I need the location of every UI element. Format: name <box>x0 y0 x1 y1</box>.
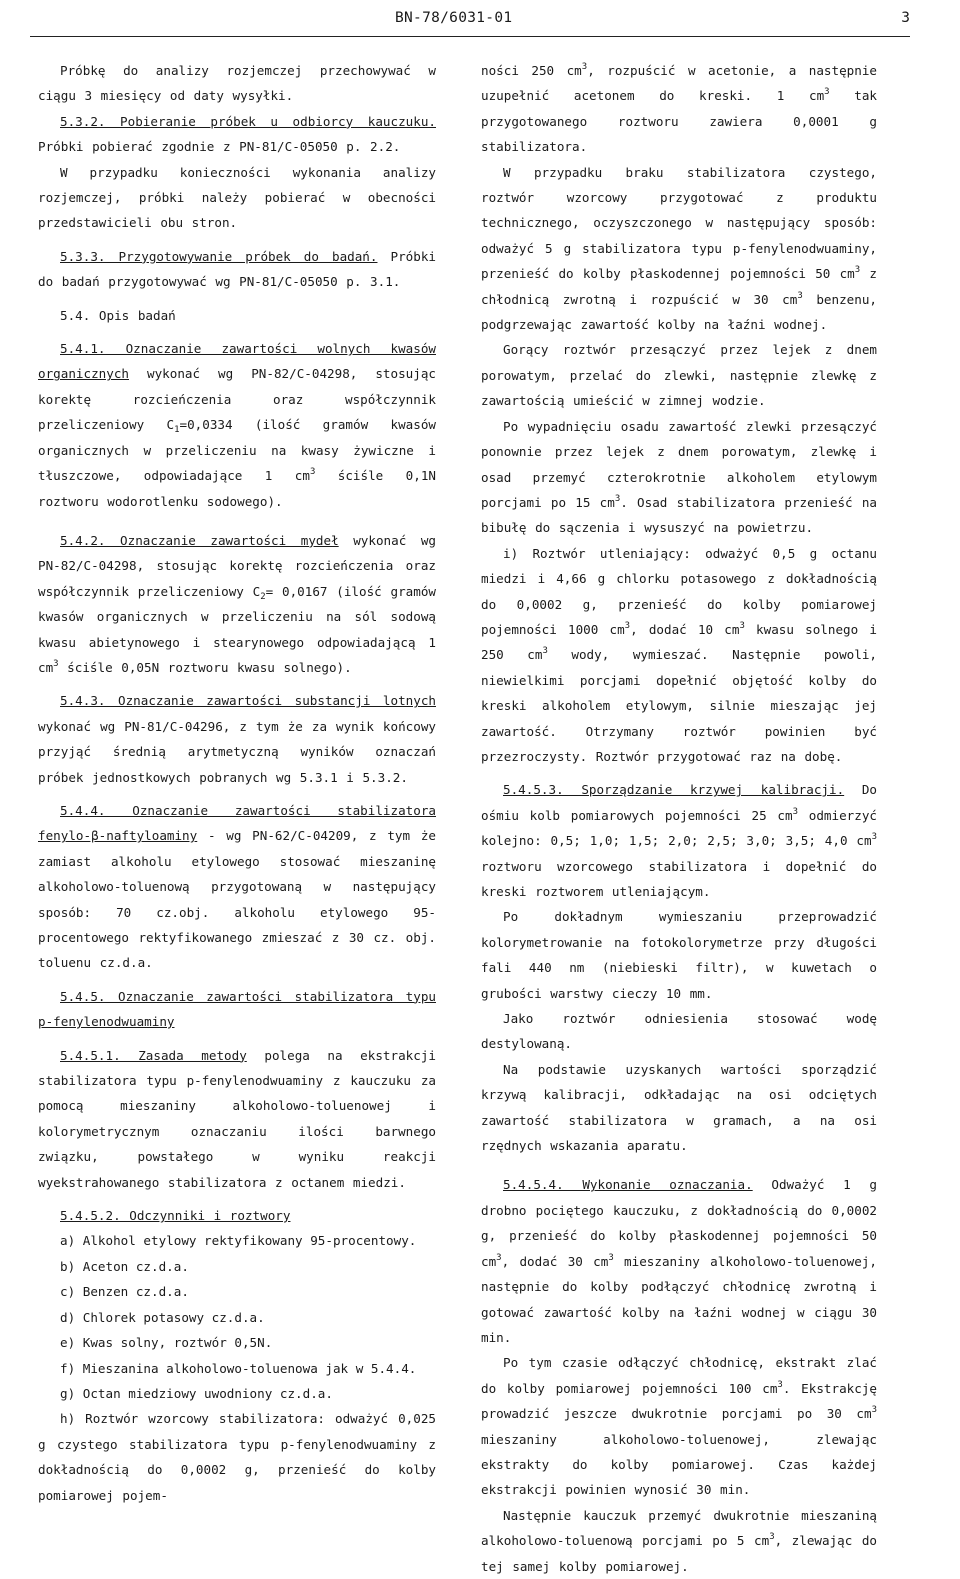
paragraph: 5.4.3. Oznaczanie zawartości substancji lotnych wykonać wg PN-81/C-04296, z tym że za wynik końcowy przyjąć średnią arytmetyczną wyników oznaczań próbek jednostkowych pobranych wg 5.3.1 i 5.3.2. <box>38 693 436 785</box>
list-item: h) Roztwór wzorcowy stabilizatora: odważyć 0,025 g czystego stabilizatora typu p-fenylenodwuaminy z dokładnością do 0,0002 g, przenieść do kolby pomiarowej pojem- <box>38 1411 436 1503</box>
paragraph: Na podstawie uzyskanych wartości sporządzić krzywą kalibracji, odkładając na osi odciętych zawartość stabilizatora w gramach, a na osi rzędnych wskazania aparatu. <box>481 1061 877 1154</box>
right-column <box>481 58 877 1579</box>
section-heading: 5.4.1. Oznaczanie zawartości wolnych kwasów organicznych <box>38 341 436 382</box>
page-number: 3 <box>901 10 910 26</box>
paragraph: Następnie kauczuk przemyć dwukrotnie mieszaniną alkoholowo-toluenową porcjami po 5 $cm^3$, zlewając do tej samej kolby pomiarowej. <box>481 1507 877 1574</box>
paragraph: 5.3.2. Pobieranie próbek u odbiorcy kauczuku. Próbki pobierać zgodnie z PN-81/C-05050 p. 2.2. <box>38 113 436 155</box>
list-item: c) Benzen cz.d.a. <box>60 1284 189 1300</box>
section-heading: 5.4.3. Oznaczanie zawartości substancji lotnych <box>60 693 436 709</box>
section-heading: 5.3.2. Pobieranie próbek u odbiorcy kauczuku. <box>60 113 436 129</box>
section-heading: 5.4.4. Oznaczanie zawartości stabilizatora fenylo-β-naftyloaminy <box>38 802 436 844</box>
paragraph: 5.4.1. Oznaczanie zawartości wolnych kwasów organicznych wykonać wg PN-82/C-04298, stosując korektę rozcieńczenia oraz współczynnik przeliczeniowy $C_1=0,0334$ (ilość gramów kwasów organicznych w przeliczeniu na kwasy żywiczne i tłuszczowe, odpowiadające 1 $cm^3$ ściśle 0,1N roztworu wodorotlenku sodowego). <box>38 341 436 509</box>
list-item: f) Mieszanina alkoholowo-toluenowa jak w 5.4.4. <box>60 1360 417 1376</box>
section-heading: 5.4.5.1. Zasada metody <box>60 1047 247 1063</box>
paragraph: 5.4.5.3. Sporządzanie krzywej kalibracji. Do ośmiu kolb pomiarowych pojemności 25 $cm^3$ odmierzyć kolejno: 0,5; 1,0; 1,5; 2,0; 2,5; 3,0; 3,5; 4,0 $cm^3$ roztworu wzorcowego stabilizatora i dopełnić do kreski roztworem utleniającym. <box>481 782 877 899</box>
paragraph: 5.4.4. Oznaczanie zawartości stabilizatora fenylo-β-naftyloaminy - wg PN-62/C-04209, z tym że zamiast alkoholu etylowego stosować mieszaninę alkoholowo-toluenową przygotowaną w następujący sposób: 70 cz.obj. alkoholu etylowego 95-procentowego rektyfikowanego zmieszać z 30 cz. obj. toluenu cz.d.a. <box>38 802 436 971</box>
section-heading: 5.4. Opis badań <box>60 307 176 323</box>
paragraph: ności 250 $cm^3$, rozpuścić w acetonie, a następnie uzupełnić acetonem do kreski. 1 $cm^3$ tak przygotowanego roztworu zawiera 0,0001 g stabilizatora. <box>481 62 877 155</box>
section-heading: 5.4.5. Oznaczanie zawartości stabilizatora typu p-fenylenodwuaminy <box>38 988 436 1030</box>
paragraph: Po wypadnięciu osadu zawartość zlewki przesączyć ponownie przez lejek z dnem porowatym, zlewkę i osad przemyć czterokrotnie alkoholem etylowym porcjami po 15 $cm^3$. Osad stabilizatora przenieść na bibułę do sączenia i wysuszyć na powietrzu. <box>481 418 877 536</box>
page-header <box>30 10 910 32</box>
document-code: BN-78/6031-01 <box>395 10 513 26</box>
list-item: a) Alkohol etylowy rektyfikowany 95-procentowy. <box>60 1233 417 1249</box>
paragraph: Próbkę do analizy rozjemczej przechowywać w ciągu 3 miesięcy od daty wysyłki. <box>38 63 436 104</box>
section-heading: 5.4.5.3. Sporządzanie krzywej kalibracji. <box>503 782 845 798</box>
paragraph: W przypadku konieczności wykonania analizy rozjemczej, próbki należy pobierać w obecności przedstawicieli obu stron. <box>38 164 436 231</box>
list-item: d) Chlorek potasowy cz.d.a. <box>60 1309 265 1325</box>
section-heading: 5.4.2. Oznaczanie zawartości mydeł <box>60 532 339 548</box>
paragraph: Po tym czasie odłączyć chłodnicę, ekstrakt zlać do kolby pomiarowej pojemności 100 $cm^3$. Ekstrakcję prowadzić jeszcze dwukrotnie porcjami po 30 $cm^3$ mieszaniny alkoholowo-toluenowej, zlewając ekstrakty do kolby pomiarowej. Czas każdej ekstrakcji powinien wynosić 30 min. <box>481 1355 877 1498</box>
paragraph: Po dokładnym wymieszaniu przeprowadzić kolorymetrowanie na fotokolorymetrze przy długości fali 440 nm (niebieski filtr), w kuwetach o grubości warstwy cieczy 10 mm. <box>481 909 877 1001</box>
section-heading: 5.4.5.2. Odczynniki i roztwory <box>60 1208 291 1224</box>
list-item: i) Roztwór utleniający: odważyć 0,5 g octanu miedzi i 4,66 g chlorku potasowego z dokładnością do 0,0002 g, przenieść do kolby pomiarowej pojemności 1000 $cm^3$, dodać 10 $cm^3$ kwasu solnego i 250 $cm^3$ wody, wymieszać. Następnie powoli, niewielkimi porcjami dopełnić objętość kolby do kreski alkoholem etylowym, silnie mieszając jej zawartość. Otrzymany roztwór powinien być przezroczysty. Roztwór przygotować raz na dobę. <box>481 545 877 764</box>
section-heading: 5.4.5.4. Wykonanie oznaczania. <box>503 1177 753 1193</box>
list-item: b) Aceton cz.d.a. <box>60 1258 189 1274</box>
left-column <box>38 58 436 1508</box>
paragraph: 5.3.3. Przygotowywanie próbek do badań. Próbki do badań przygotowywać wg PN-81/C-05050 p. 3.1. <box>38 248 437 290</box>
paragraph: Gorący roztwór przesączyć przez lejek z dnem porowatym, przelać do zlewki, następnie zlewkę z zawartością umieścić w zimnej wodzie. <box>481 342 877 409</box>
header-rule <box>30 36 910 37</box>
paragraph: Jako roztwór odniesienia stosować wodę destylowaną. <box>481 1011 877 1052</box>
paragraph: 5.4.2. Oznaczanie zawartości mydeł wykonać wg PN-82/C-04298, stosując korektę rozcieńczenia oraz współczynnik przeliczeniowy $C_2= 0,0167$ (ilość gramów kwasów organicznych w przeliczeniu na sól sodową kwasu abietynowego i stearynowego odpowiadającą 1 $cm^3$ ściśle 0,05N roztworu kwasu solnego). <box>38 532 436 675</box>
section-heading: 5.3.3. Przygotowywanie próbek do badań. <box>60 248 378 264</box>
paragraph: W przypadku braku stabilizatora czystego, roztwór wzorcowy przygotować z produktu technicznego, oczyszczonego w następujący sposób: odważyć 5 g stabilizatora typu p-fenylenodwuaminy, przenieść do kolby płaskodennej pojemności 50 $cm^3$ z chłodnicą zwrotną i rozpuścić w 30 $cm^3$ benzenu, podgrzewając zawartość kolby na łaźni wodnej. <box>481 164 877 333</box>
paragraph: 5.4.5.4. Wykonanie oznaczania. Odważyć 1 g drobno pociętego kauczuku, z dokładnością do 0,0002 g, przenieść do kolby płaskodennej pojemności 50 $cm^3$, dodać 30 $cm^3$ mieszaniny alkoholowo-toluenowej, następnie do kolby podłączyć chłodnicę zwrotną i gotować zawartość kolby na łaźni wodnej w ciągu 30 min. <box>481 1177 877 1345</box>
list-item: g) Octan miedziowy uwodniony cz.d.a. <box>60 1385 333 1401</box>
paragraph: 5.4.5.1. Zasada metody polega na ekstrakcji stabilizatora typu p-fenylenodwuaminy z kauczuku za pomocą mieszaniny alkoholowo-toluenowej i kolorymetrycznym oznaczaniu ilości barwnego związku, powstałego w wyniku reakcji wyekstrahowanego stabilizatora z octanem miedzi. <box>38 1047 436 1190</box>
list-item: e) Kwas solny, roztwór 0,5N. <box>60 1335 273 1351</box>
